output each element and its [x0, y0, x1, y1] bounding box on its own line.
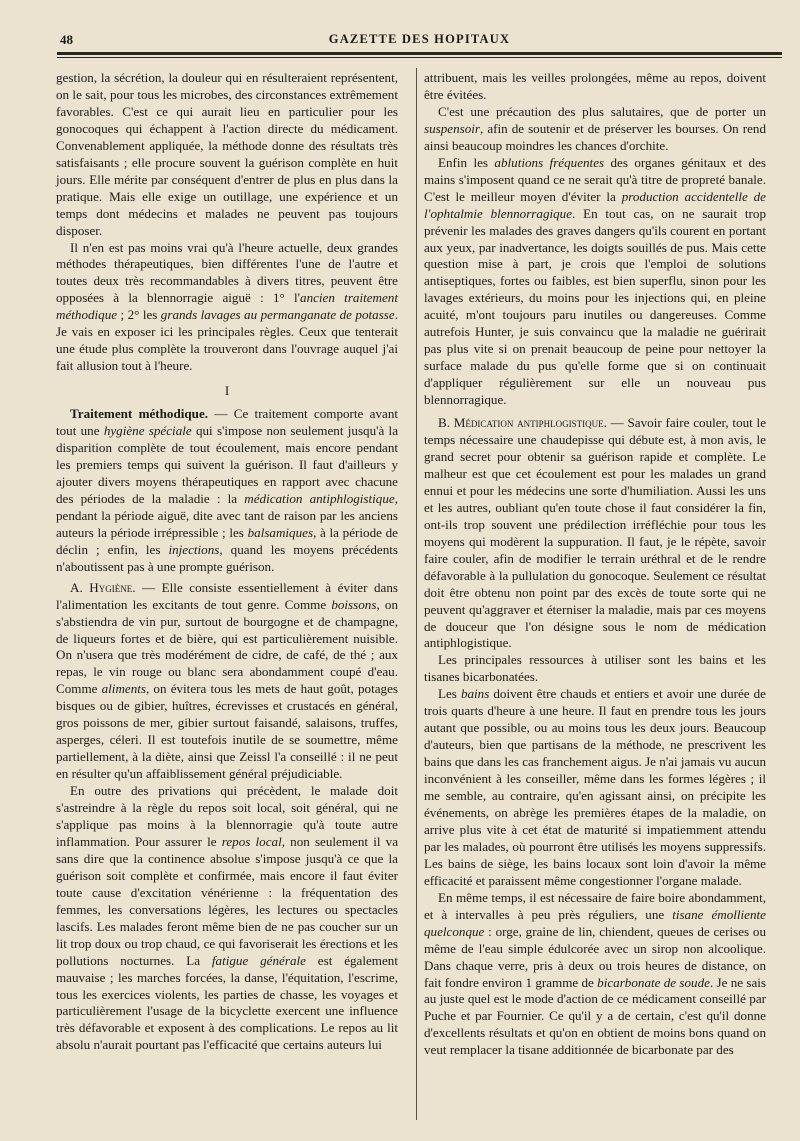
paragraph: Traitement méthodique. — Ce traitement comporte avant tout une hygiène spéciale qui s'impose non seulement jusqu'à la disparition complète de tout écoulement, mais encore pendant les premiers temps qui suivent la guérison. Il faut d'ailleurs y ajouter divers moyens thérapeutiques en rapport avec chacune des périodes de la maladie : la médication antiphlogistique, pendant la période aiguë, dite avec tant de raison par les anciens auteurs la période irrépressible ; les balsamiques, à la période de déclin ; enfin, les injections, quand les moyens précédents n'aboutissent pas à une prompte guérison. [56, 406, 399, 574]
paragraph: A. Hygiène. — Elle consiste essentiellement à éviter dans l'alimentation les excitants de tout genre. Comme boissons, on s'abstiendra de vin pur, surtout de bourgogne et de champagne, de liqueurs fortes et de bière, qui est particulièrement nuisible. On n'usera que très modérément de cidre, de café, de thé ; aux repas, le vin rouge ou blanc sera abondamment coupé d'eau. Comme aliments, on évitera tous les mets de haut goût, potages bisques ou de gibier, huîtres, écrevisses et crustacés en général, gros poissons de mer, gibier surtout faisandé, salaisons, truffes, asperges, céleri. Il est toutefois inutile de se soumettre, même partiellement, à la diète, ainsi que Zeissl l'a conseillé : il ne peut en résulter qu'un affaiblissement général préjudiciable. [56, 579, 398, 782]
page-header [57, 30, 782, 52]
page-number: 48 [60, 32, 73, 47]
right-column [424, 70, 766, 1059]
paragraph: Il n'en est pas moins vrai qu'à l'heure actuelle, deux grandes méthodes thérapeutiques, bien différentes l'une de l'autre et toutes deux très recommandables à divers titres, peuvent être opposées à la blennorragie aiguë : 1° l'ancien traitement méthodique ; 2° les grands lavages au permanganate de potasse. Je vais en exposer ici les principales règles. Ceux que tenterait une étude plus complète la trouveront dans l'ouvrage auquel j'ai fait allusion tout à l'heure. [56, 239, 398, 374]
paragraph: C'est une précaution des plus salutaires, que de porter un suspensoir, afin de soutenir et de préserver les bourses. On rend ainsi beaucoup moindres les chances d'orchite. [424, 103, 766, 153]
paragraph: B. Médication antiphlogistique. — Savoir faire couler, tout le temps nécessaire une chaudepisse qui débute est, à mon avis, le grand secret pour obtenir sa guérison rapide et complète. Le malheur est que cet écoulement est pour les malades un grand ennui et pour les médecins une sorte d'humiliation. Aussi les uns et les autres, oubliant qu'en toute chose il faut considérer la fin, ont-ils trop souvent une prédilection irréfléchie pour tous les moyens qui modèrent la suppuration. Il faut, je le répète, savoir faire couler, afin de modifier le terrain uréthral et de le rendre défavorable à la pullulation du gonocoque. Seulement ce résultat doit être obtenu non point par des excès de toute sorte qui ne peuvent qu'aggraver et éterniser la maladie, mais par ces moyens de douceur que l'on désigne sous le nom de médication antiphlogistique. [424, 415, 767, 651]
section-heading: Traitement méthodique. [70, 406, 209, 422]
paragraph: gestion, la sécrétion, la douleur qui en résulteraient représentent, on le sait, pour tous les microbes, des circonstances extrêmement favorables. C'est ce qui aurait lieu en particulier pour les gonocoques qui échappent à l'action directe du médicament. Convenablement appliquée, la méthode donne des résultats très satisfaisants ; elle procure souvent la guérison complète en huit jours. Elle mérite par conséquent d'entrer de plus en plus dans la pratique. Mais elle exige un outillage, une expérience et un temps dont médecins et malades ne peuvent pas toujours disposer. [56, 70, 398, 238]
header-rule-thin [57, 57, 782, 58]
paragraph: Les principales ressources à utiliser sont les bains et les tisanes bicarbonatées. [424, 652, 766, 685]
paragraph: Les bains doivent être chauds et entiers et avoir une durée de trois quarts d'heure à une heure. Il faut en prendre tous les jours autant que possible, ou au moins tous les deux jours. Beaucoup d'auteurs, bien que partisans de la méthode, ne prescrivent les bains que dans les cas franchement aigus. Je n'ai jamais vu aucun inconvénient à les conseiller, même dans les formes légères ; il me semble, au contraire, qu'en agissant ainsi, on précipite les événements, on abrège les premières étapes de la maladie, on arrive plus vite à cet état de maturité si impatiemment attendu par les malades, où pourront être utilisés les moyens suppressifs. Les bains de siège, les bains locaux sont loin d'avoir la même efficacité et paraissent même congestionner l'organe malade. [424, 686, 766, 888]
paragraph: attribuent, mais les veilles prolongées, même au repos, doivent être évitées. [424, 70, 766, 102]
subsection-heading: B. Médication antiphlogistique. [438, 415, 607, 431]
paragraph: Enfin les ablutions fréquentes des organes génitaux et des mains s'imposent quand ce ne serait qu'à titre de propreté banale. C'est le meilleur moyen d'éviter la production accidentelle de l'ophtalmie blennorragique. En tout cas, on ne saurait trop prévenir les malades des graves dangers qu'ils courent en portant aux yeux, par inadvertance, les doigts souillés de pus. Mais cette question mise à part, je crois que l'emploi de solutions antiseptiques, fortes ou faibles, est bien superflu, sinon pour les lavages extérieurs, du moins pour les injections qui, en pleine acuité, m'ont toujours paru inutiles ou dangereuses. Comme autrefois Hunter, je suis convaincu que la maladie ne guérirait pas plus vite si on prenait beaucoup de peine pour nettoyer la surface malade du pus qu'elle forme que si on continuait d'appliquer régulièrement sur elle un nouveau pus blennorragique. [424, 154, 767, 408]
paragraph: En même temps, il est nécessaire de faire boire abondamment, et à intervalles à peu près réguliers, une tisane émolliente quelconque : orge, graine de lin, chiendent, queues de cerises ou même de l'eau simple édulcorée avec un sirop non alcoolique. Dans chaque verre, pris à deux ou trois heures de distance, on fait fondre environ 1 gramme de bicarbonate de soude. Je ne sais au juste quel est le mode d'action de ce médicament conseillé par Puche et par Fournier. Ce qu'il y a de certain, c'est qu'il donne d'excellents résultats et qu'on en obtient de moins bons quand on veut remplacer la tisane additionnée de bicarbonate par des [424, 889, 766, 1058]
section-number: I [224, 383, 230, 399]
paragraph: En outre des privations qui précèdent, le malade doit s'astreindre à la règle du repos soit local, soit général, qui ne s'applique pas moins à la blennorragie qu'à toute autre inflammation. Pour assurer le repos local, non seulement il va sans dire que la continence absolue s'impose jusqu'à ce que la guérison soit complète et confirmée, mais encore il faut éviter toute cause d'excitation vénérienne : la fréquentation des femmes, les conversations légères, les lectures ou spectacles lascifs. Les malades feront même bien de ne pas coucher sur un lit trop doux ou trop chaud, ce qui favoriserait les érections et les pollutions nocturnes. La fatigue générale est également mauvaise ; les marches forcées, la danse, l'équitation, l'escrime, tous les exercices violents, les parties de chasse, les voyages et particulièrement l'usage de la bicyclette exercent une influence très défavorable et exposent à des complications. Le repos au lit absolu n'aurait pourtant pas l'efficacité que certains auteurs lui [56, 783, 399, 1053]
subsection-heading: A. Hygiène. [70, 579, 136, 595]
journal-title: GAZETTE DES HOPITAUX [328, 32, 511, 46]
column-divider [416, 68, 417, 1120]
header-rule-thick [57, 52, 782, 55]
left-column [56, 70, 398, 1054]
